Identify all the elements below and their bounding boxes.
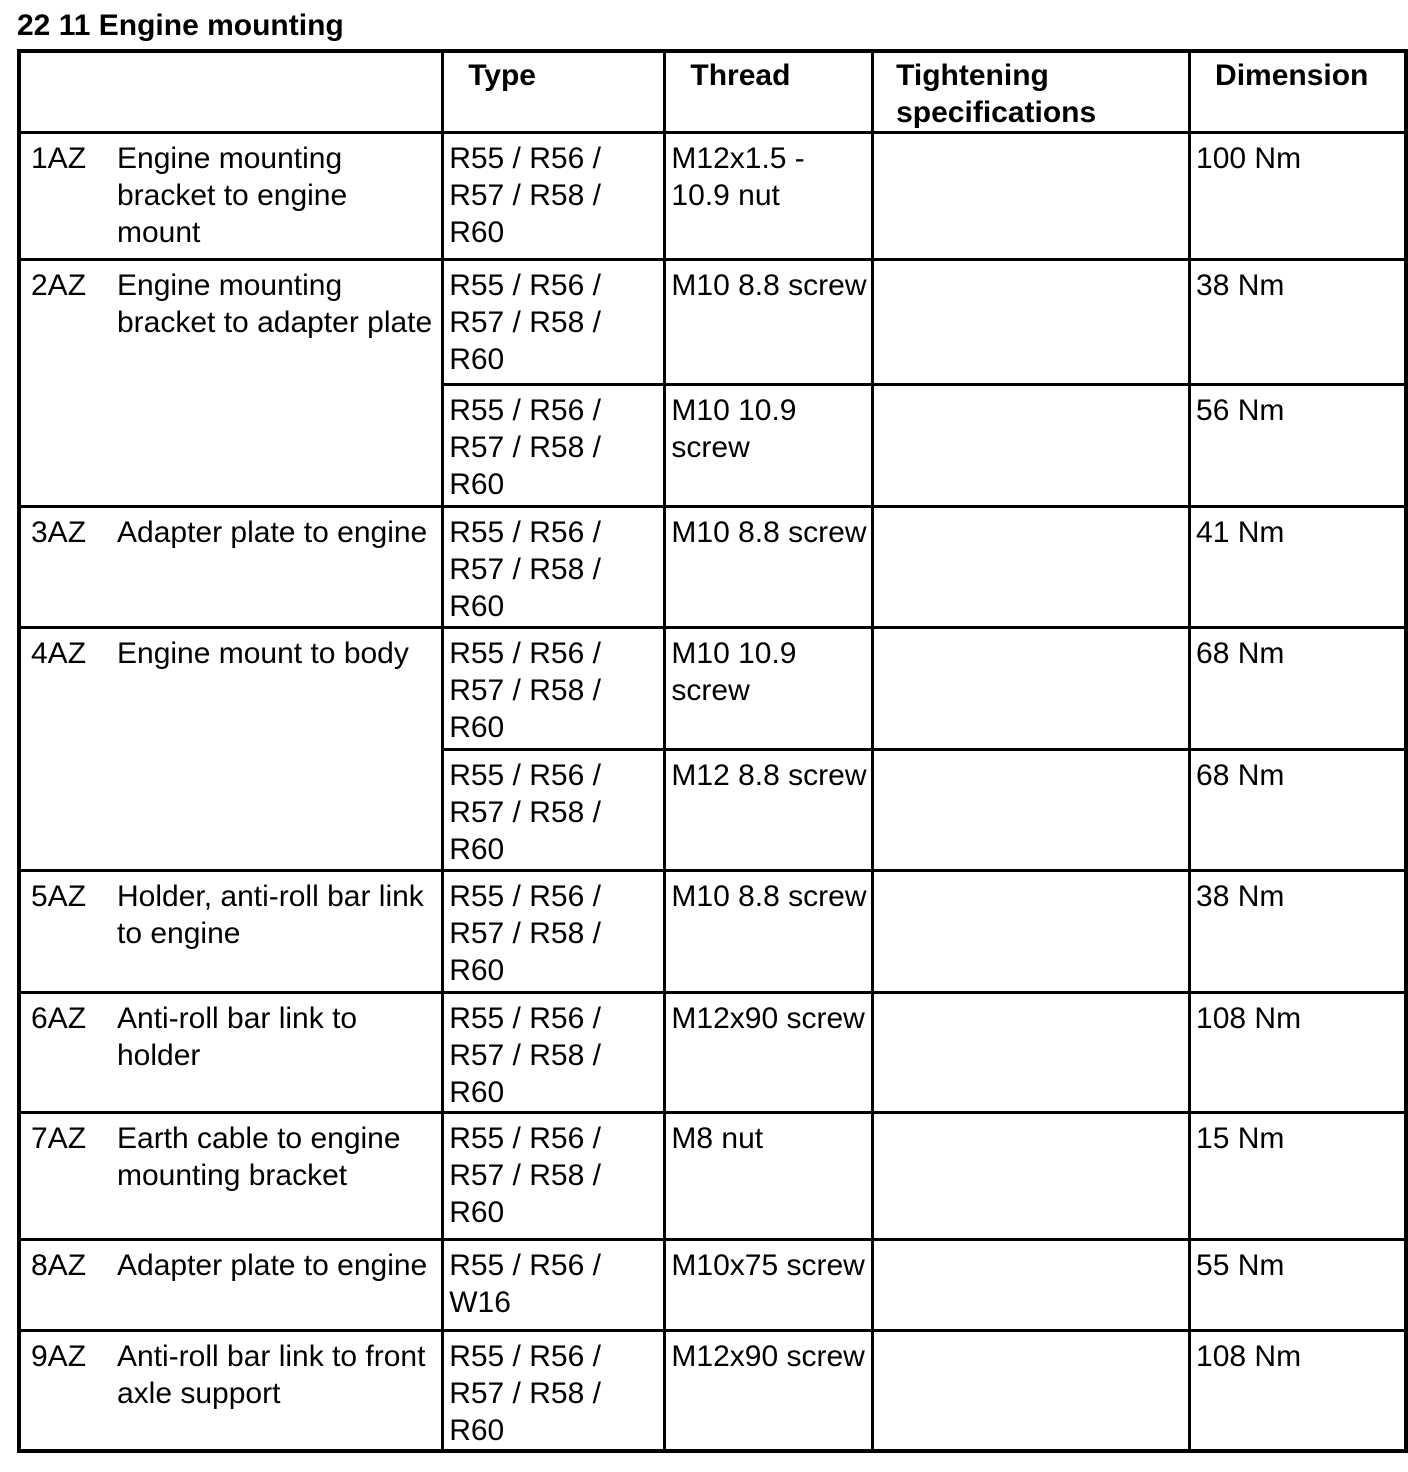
item-cell	[19, 993, 443, 1113]
item-description: Anti-roll bar link to holder	[117, 1002, 358, 1072]
dimension-cell: 108 Nm	[1190, 993, 1406, 1113]
type-cell: R55 / R56 / R57 / R58 / R60	[443, 385, 665, 507]
item-cell	[19, 133, 443, 260]
type-cell: R55 / R56 / R57 / R58 / R60	[443, 871, 665, 993]
type-cell: R55 / R56 / R57 / R58 / R60	[443, 628, 665, 750]
thread-cell: M10 10.9 screw	[665, 628, 873, 750]
header-tightening: Tightening specifications	[873, 51, 1190, 133]
type-cell: R55 / R56 / R57 / R58 / R60	[443, 260, 665, 385]
item-description: Engine mounting bracket to adapter plate	[117, 269, 433, 339]
tightening-cell	[873, 993, 1190, 1113]
item-id: 1AZ	[31, 142, 87, 175]
dimension-cell: 56 Nm	[1190, 385, 1406, 507]
type-cell: R55 / R56 / W16	[443, 1240, 665, 1331]
header-item	[19, 51, 443, 133]
thread-cell: M8 nut	[665, 1113, 873, 1240]
dimension-cell: 68 Nm	[1190, 628, 1406, 750]
tightening-cell	[873, 871, 1190, 993]
table-row	[19, 260, 1406, 385]
dimension-cell: 108 Nm	[1190, 1331, 1406, 1452]
tightening-cell	[873, 507, 1190, 628]
thread-cell: M10 8.8 screw	[665, 871, 873, 993]
thread-cell: M12x90 screw	[665, 993, 873, 1113]
tightening-cell	[873, 1240, 1190, 1331]
item-id: 3AZ	[31, 516, 87, 549]
dimension-cell: 38 Nm	[1190, 260, 1406, 385]
table-header-row	[19, 51, 1406, 133]
item-description: Adapter plate to engine	[117, 516, 428, 549]
header-thread: Thread	[665, 51, 873, 133]
table-row	[19, 871, 1406, 993]
type-cell: R55 / R56 / R57 / R58 / R60	[443, 750, 665, 871]
table-row	[19, 993, 1406, 1113]
dimension-cell: 100 Nm	[1190, 133, 1406, 260]
dimension-cell: 55 Nm	[1190, 1240, 1406, 1331]
dimension-cell: 15 Nm	[1190, 1113, 1406, 1240]
item-id: 2AZ	[31, 269, 87, 302]
item-id: 7AZ	[31, 1122, 87, 1155]
item-description: Engine mount to body	[117, 637, 409, 670]
table-row	[19, 1331, 1406, 1452]
thread-cell: M10 8.8 screw	[665, 507, 873, 628]
table-row	[19, 1113, 1406, 1240]
item-description: Engine mounting bracket to engine mount	[117, 142, 348, 249]
tightening-cell	[873, 1331, 1190, 1452]
table-row	[19, 133, 1406, 260]
table-body	[19, 133, 1406, 1452]
item-id: 9AZ	[31, 1340, 87, 1373]
type-cell: R55 / R56 / R57 / R58 / R60	[443, 133, 665, 260]
item-id: 4AZ	[31, 637, 87, 670]
dimension-cell: 41 Nm	[1190, 507, 1406, 628]
thread-cell: M12x90 screw	[665, 1331, 873, 1452]
tightening-cell	[873, 628, 1190, 750]
thread-cell: M10 10.9 screw	[665, 385, 873, 507]
table-row	[19, 507, 1406, 628]
item-description: Earth cable to engine mounting bracket	[117, 1122, 401, 1192]
type-cell: R55 / R56 / R57 / R58 / R60	[443, 507, 665, 628]
tightening-cell	[873, 260, 1190, 385]
item-id: 8AZ	[31, 1249, 87, 1282]
tightening-cell	[873, 385, 1190, 507]
thread-cell: M12x1.5 - 10.9 nut	[665, 133, 873, 260]
item-description: Adapter plate to engine	[117, 1249, 428, 1282]
header-type: Type	[443, 51, 665, 133]
thread-cell: M10 8.8 screw	[665, 260, 873, 385]
tightening-cell	[873, 133, 1190, 260]
item-cell	[19, 507, 443, 628]
thread-cell: M12 8.8 screw	[665, 750, 873, 871]
item-description: Holder, anti-roll bar link to engine	[117, 880, 424, 950]
torque-spec-table	[17, 49, 1408, 1453]
item-cell	[19, 628, 443, 871]
table-row	[19, 628, 1406, 750]
item-cell	[19, 871, 443, 993]
item-description: Anti-roll bar link to front axle support	[117, 1340, 426, 1410]
type-cell: R55 / R56 / R57 / R58 / R60	[443, 1331, 665, 1452]
tightening-cell	[873, 750, 1190, 871]
tightening-cell	[873, 1113, 1190, 1240]
item-cell	[19, 1113, 443, 1240]
table-row	[19, 1240, 1406, 1331]
dimension-cell: 68 Nm	[1190, 750, 1406, 871]
header-dimension: Dimension	[1190, 51, 1406, 133]
item-cell	[19, 1240, 443, 1331]
dimension-cell: 38 Nm	[1190, 871, 1406, 993]
item-cell	[19, 260, 443, 507]
page-title: 22 11 Engine mounting	[17, 9, 344, 42]
thread-cell: M10x75 screw	[665, 1240, 873, 1331]
item-id: 5AZ	[31, 880, 87, 913]
type-cell: R55 / R56 / R57 / R58 / R60	[443, 993, 665, 1113]
item-cell	[19, 1331, 443, 1452]
type-cell: R55 / R56 / R57 / R58 / R60	[443, 1113, 665, 1240]
item-id: 6AZ	[31, 1002, 87, 1035]
